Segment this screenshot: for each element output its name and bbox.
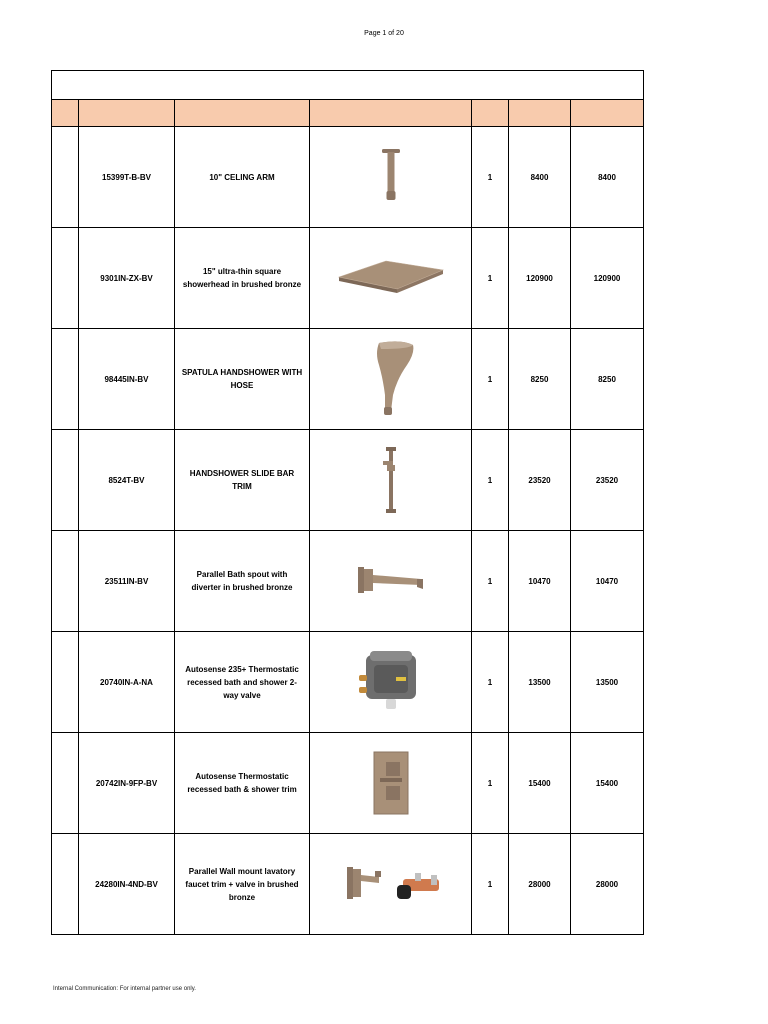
description-cell: Autosense Thermostatic recessed bath & shower trim	[175, 733, 310, 834]
wall-faucet-image	[331, 859, 451, 909]
serial-cell	[52, 127, 79, 228]
table-row	[52, 127, 644, 228]
serial-cell	[52, 228, 79, 329]
header-sku	[79, 100, 175, 127]
total-cell: 15400	[571, 733, 644, 834]
image-cell	[310, 228, 472, 329]
quotation-sheet	[51, 70, 643, 935]
header-serial	[52, 100, 79, 127]
header-qty	[472, 100, 509, 127]
qty-cell: 1	[472, 430, 509, 531]
image-cell	[310, 127, 472, 228]
header-unit-price	[509, 100, 571, 127]
table-row	[52, 531, 644, 632]
description-cell: SPATULA HANDSHOWER WITH HOSE	[175, 329, 310, 430]
unit-price-cell: 13500	[509, 632, 571, 733]
description-cell: Parallel Wall mount lavatory faucet trim + valve in brushed bronze	[175, 834, 310, 935]
sku-cell: 20742IN-9FP-BV	[79, 733, 175, 834]
table-row	[52, 228, 644, 329]
table-row	[52, 834, 644, 935]
description-cell: Autosense 235+ Thermostatic recessed bath and shower 2-way valve	[175, 632, 310, 733]
thermostatic-valve-image	[356, 647, 426, 717]
unit-price-cell: 28000	[509, 834, 571, 935]
header-image	[310, 100, 472, 127]
qty-cell: 1	[472, 531, 509, 632]
qty-cell: 1	[472, 733, 509, 834]
total-cell: 28000	[571, 834, 644, 935]
image-cell	[310, 632, 472, 733]
serial-cell	[52, 430, 79, 531]
description-cell: 10" CELING ARM	[175, 127, 310, 228]
serial-cell	[52, 834, 79, 935]
ceiling-arm-image	[371, 147, 411, 207]
total-cell: 13500	[571, 632, 644, 733]
image-cell	[310, 430, 472, 531]
table-title-row	[52, 71, 644, 100]
total-cell: 120900	[571, 228, 644, 329]
image-cell	[310, 733, 472, 834]
header-total	[571, 100, 644, 127]
page-number: Page 1 of 20	[364, 30, 404, 37]
total-cell: 8250	[571, 329, 644, 430]
image-cell	[310, 531, 472, 632]
qty-cell: 1	[472, 228, 509, 329]
handshower-image	[361, 339, 421, 419]
qty-cell: 1	[472, 632, 509, 733]
table-row	[52, 733, 644, 834]
qty-cell: 1	[472, 834, 509, 935]
table-row	[52, 329, 644, 430]
image-cell	[310, 329, 472, 430]
total-cell: 10470	[571, 531, 644, 632]
serial-cell	[52, 632, 79, 733]
thermostatic-trim-image	[366, 748, 416, 818]
serial-cell	[52, 733, 79, 834]
footer-note: Internal Communication: For internal partner use only.	[53, 986, 196, 992]
table-row	[52, 632, 644, 733]
sku-cell: 24280IN-4ND-BV	[79, 834, 175, 935]
total-cell: 23520	[571, 430, 644, 531]
unit-price-cell: 8250	[509, 329, 571, 430]
product-table	[51, 70, 644, 935]
description-cell: HANDSHOWER SLIDE BAR TRIM	[175, 430, 310, 531]
table-title	[52, 71, 644, 100]
description-cell: 15" ultra-thin square showerhead in brushed bronze	[175, 228, 310, 329]
sku-cell: 15399T-B-BV	[79, 127, 175, 228]
sku-cell: 98445IN-BV	[79, 329, 175, 430]
description-cell: Parallel Bath spout with diverter in brushed bronze	[175, 531, 310, 632]
unit-price-cell: 10470	[509, 531, 571, 632]
serial-cell	[52, 329, 79, 430]
table-header-row	[52, 100, 644, 127]
sku-cell: 8524T-BV	[79, 430, 175, 531]
header-description	[175, 100, 310, 127]
unit-price-cell: 15400	[509, 733, 571, 834]
image-cell	[310, 834, 472, 935]
slide-bar-image	[376, 445, 406, 515]
table-row	[52, 430, 644, 531]
sku-cell: 9301IN-ZX-BV	[79, 228, 175, 329]
qty-cell: 1	[472, 329, 509, 430]
bath-spout-image	[351, 561, 431, 601]
square-showerhead-image	[331, 253, 451, 303]
sku-cell: 20740IN-A-NA	[79, 632, 175, 733]
unit-price-cell: 120900	[509, 228, 571, 329]
serial-cell	[52, 531, 79, 632]
qty-cell: 1	[472, 127, 509, 228]
unit-price-cell: 23520	[509, 430, 571, 531]
total-cell: 8400	[571, 127, 644, 228]
sku-cell: 23511IN-BV	[79, 531, 175, 632]
unit-price-cell: 8400	[509, 127, 571, 228]
